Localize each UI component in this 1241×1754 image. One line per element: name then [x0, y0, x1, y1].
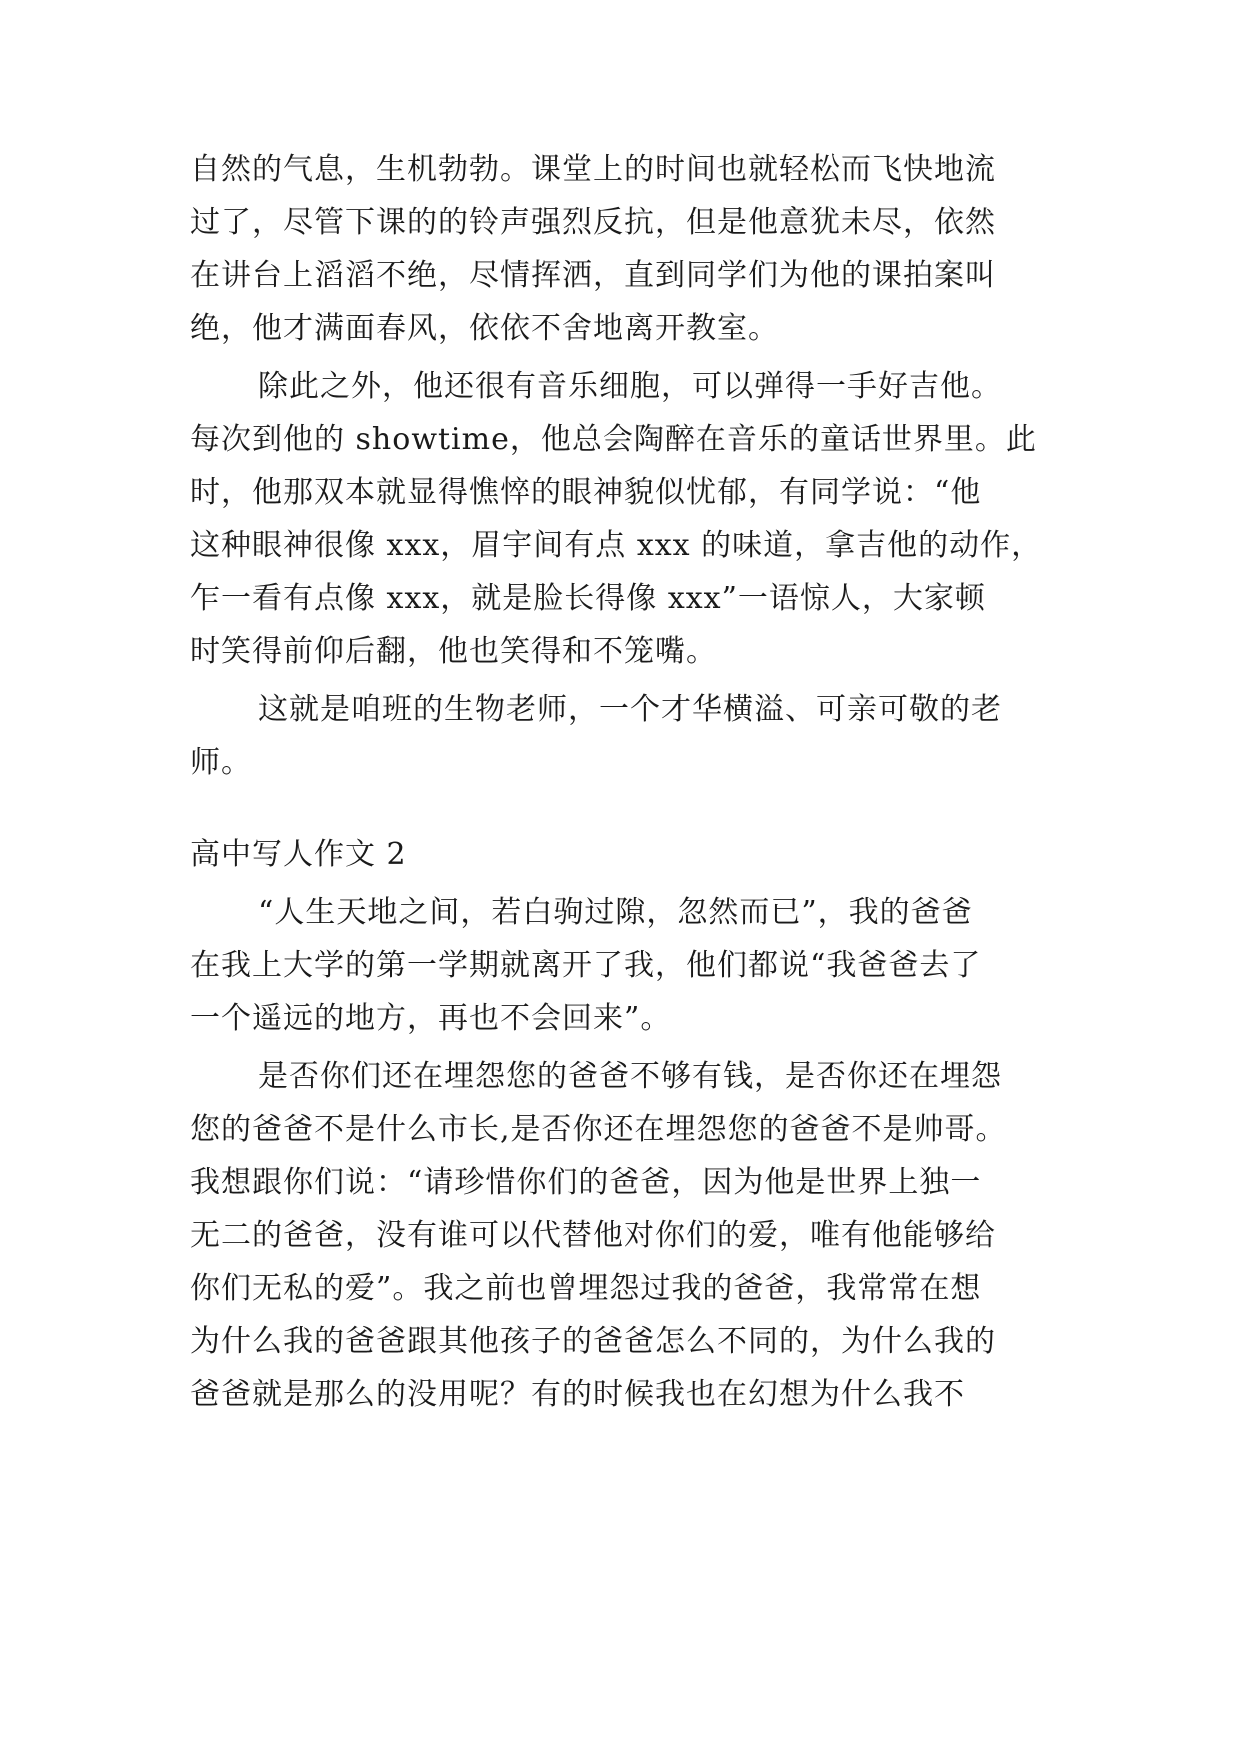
- text-line: 过了，尽管下课的的铃声强烈反抗，但是他意犹未尽，依然: [190, 205, 996, 240]
- text-line: 这种眼神很像 xxx，眉宇间有点 xxx 的味道，拿吉他的动作，: [190, 528, 1043, 563]
- text-line: 您的爸爸不是什么市长,是否你还在埋怨您的爸爸不是帅哥。: [190, 1112, 1007, 1147]
- paragraph-first-line: “人生天地之间，若白驹过隙，忽然而已”，我的爸爸: [258, 895, 973, 930]
- text-line: 自然的气息，生机勃勃。课堂上的时间也就轻松而飞快地流: [190, 152, 996, 187]
- paragraph-first-line: 这就是咱班的生物老师，一个才华横溢、可亲可敬的老: [258, 692, 1002, 727]
- text-line: 你们无私的爱”。我之前也曾埋怨过我的爸爸，我常常在想: [190, 1271, 982, 1306]
- text-line: 为什么我的爸爸跟其他孩子的爸爸怎么不同的，为什么我的: [190, 1324, 996, 1359]
- paragraph-first-line: 是否你们还在埋怨您的爸爸不够有钱，是否你还在埋怨: [258, 1059, 1002, 1094]
- text-line: 一个遥远的地方，再也不会回来”。: [190, 1001, 672, 1036]
- text-line: 师。: [190, 745, 252, 780]
- text-line: 在讲台上滔滔不绝，尽情挥洒，直到同学们为他的课拍案叫: [190, 258, 996, 293]
- text-line: 时，他那双本就显得憔悴的眼神貌似忧郁，有同学说：“他: [190, 475, 982, 510]
- text-line: 爸爸就是那么的没用呢？有的时候我也在幻想为什么我不: [190, 1377, 965, 1412]
- text-line: 每次到他的 showtime，他总会陶醉在音乐的童话世界里。此: [190, 422, 1037, 457]
- text-line: 乍一看有点像 xxx，就是脸长得像 xxx”一语惊人，大家顿: [190, 581, 986, 616]
- text-line: 在我上大学的第一学期就离开了我，他们都说“我爸爸去了: [190, 948, 982, 983]
- text-line: 无二的爸爸，没有谁可以代替他对你们的爱，唯有他能够给: [190, 1218, 996, 1253]
- text-line: 绝，他才满面春风，依依不舍地离开教室。: [190, 311, 779, 346]
- section-heading: 高中写人作文 2: [190, 837, 407, 872]
- text-line: 时笑得前仰后翻，他也笑得和不笼嘴。: [190, 634, 717, 669]
- text-line: 我想跟你们说：“请珍惜你们的爸爸，因为他是世界上独一: [190, 1165, 982, 1200]
- paragraph-first-line: 除此之外，他还很有音乐细胞，可以弹得一手好吉他。: [258, 369, 1002, 404]
